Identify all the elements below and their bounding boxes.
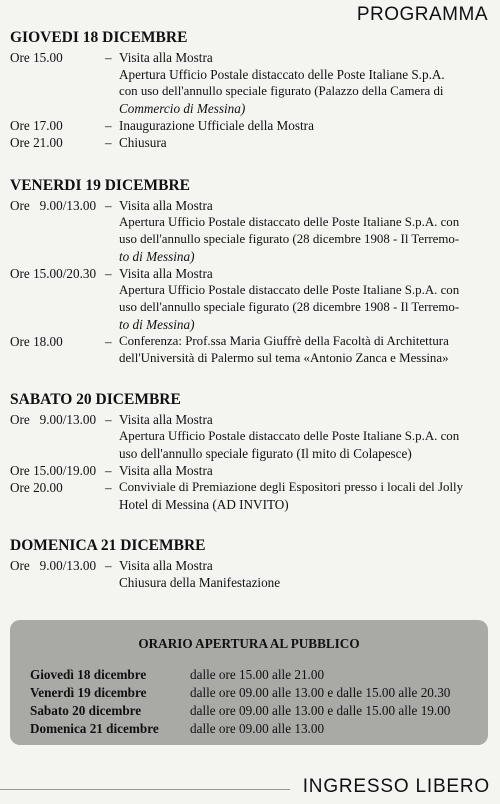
hours-day: Domenica 21 dicembre: [30, 721, 159, 736]
schedule-entry: Ore 18.00 – Conferenza: Prof.ssa Maria Giuffrè della Facoltà di Architettura dell'Università di Palermo sul tema «Antonio Zanca e Messina»: [10, 333, 492, 367]
entry-line: Visita alla Mostra: [119, 50, 213, 65]
entry-time: Ore 21.00: [10, 135, 63, 150]
hours-time: dalle ore 09.00 alle 13.00: [190, 721, 325, 736]
entry-time: Ore 20.00: [10, 480, 63, 495]
entry-line: Hotel di Messina (AD INVITO): [119, 497, 289, 512]
entry-time: Ore 18.00: [10, 334, 63, 349]
schedule-entry: Ore 15.00 – Visita alla Mostra Apertura Ufficio Postale distaccato delle Poste Italiane S.p.A. con uso dell'annullo speciale figurato (Palazzo della Camera di Commercio di Messina): [10, 49, 492, 117]
day-title: DOMENICA 21 DICEMBRE: [10, 537, 206, 554]
hours-time: dalle ore 15.00 alle 21.00: [190, 667, 325, 682]
day-section-venerdi: [10, 176, 492, 367]
entry-time: Ore 15.00/20.30: [10, 266, 97, 281]
hours-time: dalle ore 09.00 alle 13.00 e dalle 15.00 alle 20.30: [190, 685, 451, 700]
entry-line: Commercio di Messina): [119, 101, 246, 116]
day-section-domenica: [10, 536, 492, 591]
entry-line: uso dell'annullo speciale figurato (Il mito di Colapesce): [119, 446, 412, 461]
entry-line: con uso dell'annullo speciale figurato (Palazzo della Camera di: [119, 84, 444, 98]
schedule-entry: Ore 9.00/13.00 – Visita alla Mostra Chiusura della Manifestazione: [10, 557, 492, 591]
day-section-sabato: [10, 390, 492, 513]
hours-day: Venerdì 19 dicembre: [30, 685, 147, 700]
entry-line: Chiusura della Manifestazione: [119, 575, 281, 590]
entry-line: to di Messina): [119, 249, 195, 264]
entry-line: Apertura Ufficio Postale distaccato delle Poste Italiane S.p.A. con: [119, 429, 460, 443]
entry-line: Visita alla Mostra: [119, 198, 213, 213]
schedule-entry: Ore 20.00 – Conviviale di Premiazione degli Espositori presso i locali del Jolly Hotel di Messina (AD INVITO): [10, 479, 492, 513]
entry-line: Visita alla Mostra: [119, 463, 213, 478]
hours-row: [30, 685, 450, 701]
day-title: VENERDI 19 DICEMBRE: [10, 177, 190, 194]
hours-row: [30, 703, 450, 719]
entry-time: Ore 15.00/19.00: [10, 463, 97, 478]
entry-line: Visita alla Mostra: [119, 558, 213, 573]
entry-time: Ore 9.00/13.00: [10, 558, 97, 573]
entry-line: Apertura Ufficio Postale distaccato delle Poste Italiane S.p.A. con: [119, 283, 460, 297]
entry-line: Conferenza: Prof.ssa Maria Giuffrè della Facoltà di Architettura: [119, 334, 449, 348]
schedule-entry: Ore 17.00 – Inaugurazione Ufficiale della Mostra: [10, 117, 492, 134]
entry-line: Visita alla Mostra: [119, 412, 213, 427]
schedule-entry: Ore 15.00/20.30 – Visita alla Mostra Apertura Ufficio Postale distaccato delle Poste Italiane S.p.A. con uso dell'annullo speciale figurato (28 dicembre 1908 - Il Terremo- to di Messina): [10, 265, 492, 333]
schedule-entry: Ore 9.00/13.00 – Visita alla Mostra Apertura Ufficio Postale distaccato delle Poste Italiane S.p.A. con uso dell'annullo speciale figurato (28 dicembre 1908 - Il Terremo- to di Messina): [10, 197, 492, 265]
footer-divider: [0, 789, 290, 790]
entry-line: Apertura Ufficio Postale distaccato delle Poste Italiane S.p.A. con: [119, 215, 460, 229]
hours-day: Giovedì 18 dicembre: [30, 667, 147, 682]
entry-line: to di Messina): [119, 317, 195, 332]
page-title: PROGRAMMA: [356, 4, 488, 25]
opening-hours-box: [10, 620, 488, 745]
entry-line: uso dell'annullo speciale figurato (28 dicembre 1908 - Il Terremo-: [119, 300, 460, 314]
entry-line: Conviviale di Premiazione degli Espositori presso i locali del Jolly: [119, 480, 464, 494]
entry-line: dell'Università di Palermo sul tema «Antonio Zanca e Messina»: [119, 351, 449, 365]
schedule-entry: Ore 15.00/19.00 – Visita alla Mostra: [10, 462, 492, 479]
opening-hours-title: ORARIO APERTURA AL PUBBLICO: [138, 636, 360, 651]
day-title: GIOVEDI 18 DICEMBRE: [10, 29, 188, 46]
day-title: SABATO 20 DICEMBRE: [10, 391, 181, 408]
hours-day: Sabato 20 dicembre: [30, 703, 142, 718]
entry-line: Chiusura: [119, 135, 167, 150]
schedule-entry: Ore 21.00 – Chiusura: [10, 134, 492, 151]
schedule-entry: Ore 9.00/13.00 – Visita alla Mostra Apertura Ufficio Postale distaccato delle Poste Italiane S.p.A. con uso dell'annullo speciale figurato (Il mito di Colapesce): [10, 411, 492, 462]
footer-text: INGRESSO LIBERO: [302, 776, 490, 797]
entry-time: Ore 17.00: [10, 118, 63, 133]
entry-time: Ore 9.00/13.00: [10, 198, 97, 213]
hours-time: dalle ore 09.00 alle 13.00 e dalle 15.00 alle 19.00: [190, 703, 451, 718]
hours-row: [30, 667, 324, 683]
entry-line: uso dell'annullo speciale figurato (28 dicembre 1908 - Il Terremo-: [119, 232, 460, 246]
entry-time: Ore 15.00: [10, 50, 63, 65]
entry-line: Inaugurazione Ufficiale della Mostra: [119, 118, 314, 133]
hours-row: [30, 721, 324, 737]
day-section-giovedi: [10, 28, 492, 151]
entry-line: Visita alla Mostra: [119, 266, 213, 281]
entry-line: Apertura Ufficio Postale distaccato delle Poste Italiane S.p.A.: [119, 67, 445, 82]
entry-time: Ore 9.00/13.00: [10, 412, 97, 427]
